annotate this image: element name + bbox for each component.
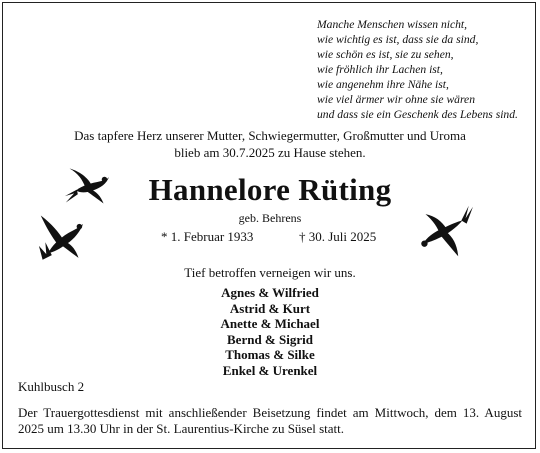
service-info: Der Trauergottesdienst mit anschließender Beisetzung findet am Mittwoch, dem 13. August 2025 um 13.30 Uhr in der St. Laurentius-Kirche zu Süsel statt. (18, 405, 522, 436)
mourner-name: Thomas & Silke (225, 347, 315, 363)
poem-line: und dass sie ein Geschenk des Lebens sind. (317, 108, 518, 121)
poem (317, 17, 532, 122)
poem-line: Manche Menschen wissen nicht, (317, 18, 468, 31)
deceased-name: Hannelore Rüting (148, 172, 392, 207)
mourner-name: Astrid & Kurt (229, 300, 311, 316)
intro-text (10, 127, 530, 161)
maiden-name: geb. Behrens (238, 211, 302, 225)
intro-line: blieb am 30.7.2025 zu Hause stehen. (174, 145, 366, 160)
mourner-name: Agnes & Wilfried (221, 285, 319, 300)
poem-line: wie schön es ist, sie zu sehen, (317, 48, 454, 61)
poem-line: wie wichtig es ist, dass sie da sind, (317, 33, 479, 46)
poem-line: wie angenehm ihre Nähe ist, (317, 78, 449, 91)
mourner-name: Anette & Michael (220, 316, 320, 332)
intro-line: Das tapfere Herz unserer Mutter, Schwiegermutter, Großmutter und Uroma (74, 128, 466, 143)
mourner-name: Enkel & Urenkel (222, 362, 318, 378)
death-date: † 30. Juli 2025 (299, 229, 377, 244)
birth-date: * 1. Februar 1933 (161, 229, 254, 244)
mourner-list (0, 285, 540, 379)
family-address: Kuhlbusch 2 (18, 379, 85, 394)
poem-line: wie viel ärmer wir ohne sie wären (317, 93, 475, 106)
mourner-name: Bernd & Sigrid (227, 331, 313, 347)
mourning-heading: Tief betroffen verneigen wir uns. (184, 265, 356, 280)
poem-line: wie fröhlich ihr Lachen ist, (317, 63, 443, 76)
